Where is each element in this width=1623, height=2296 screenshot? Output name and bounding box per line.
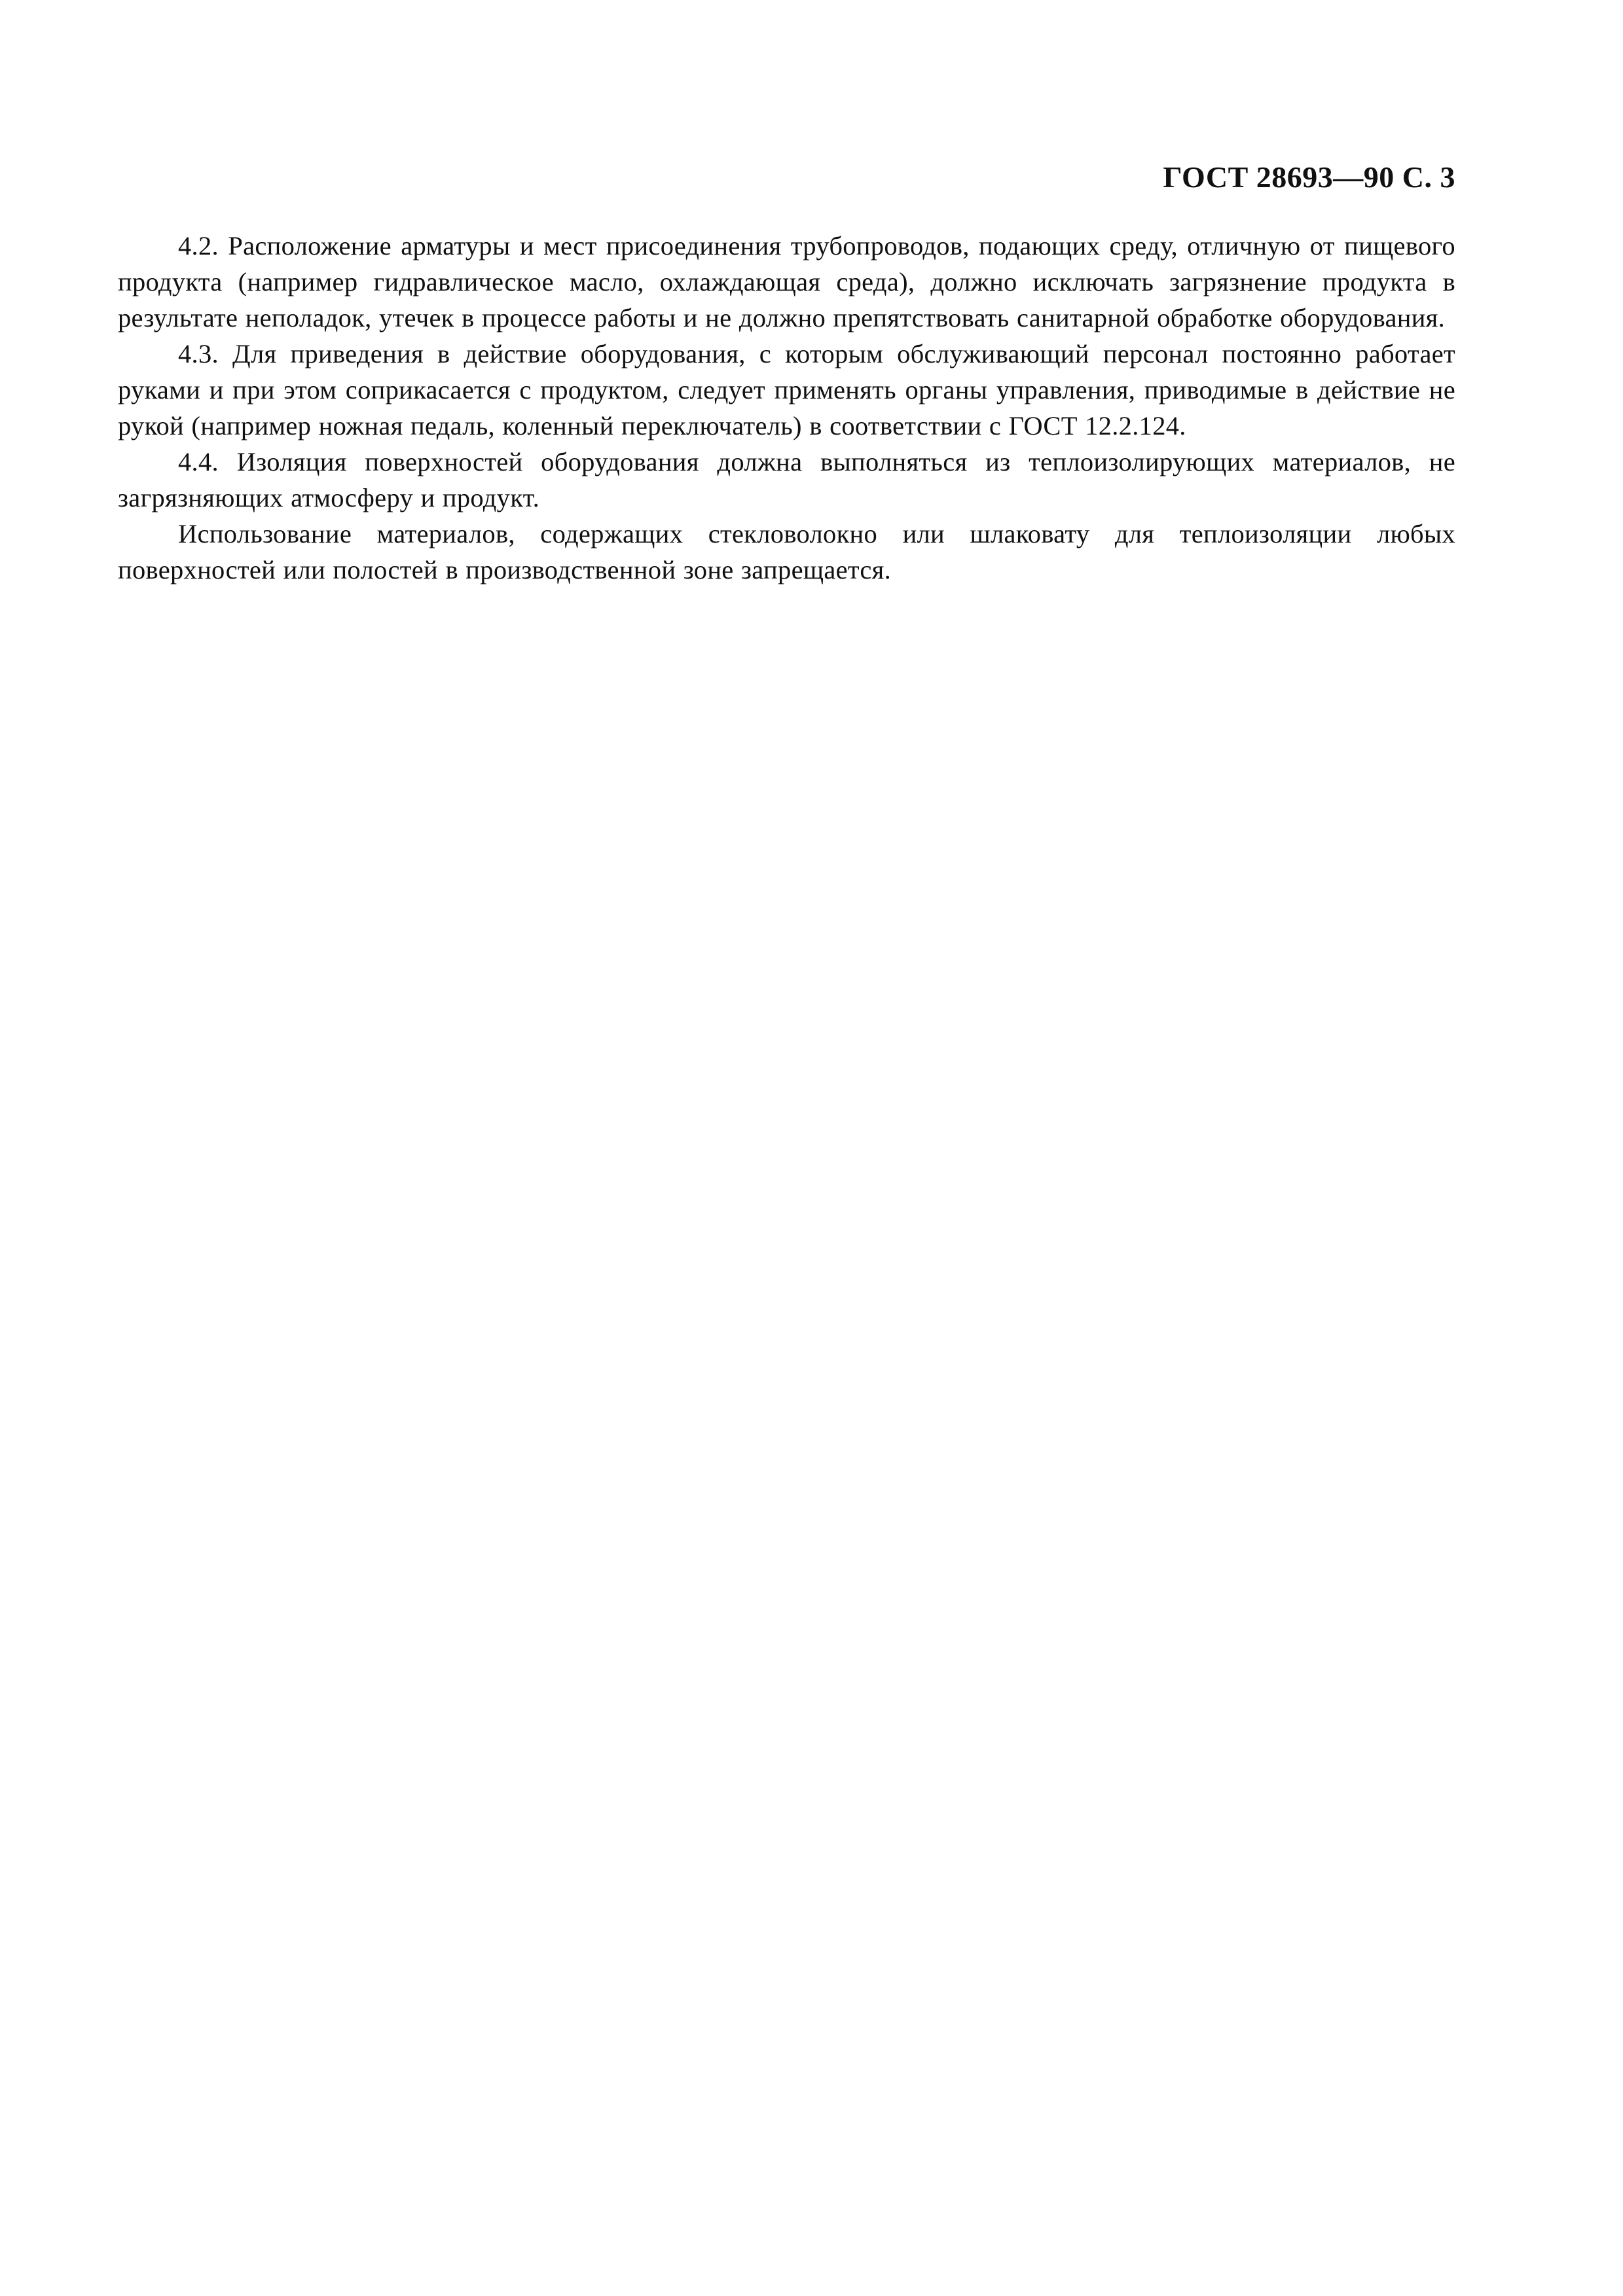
document-body	[118, 228, 1455, 588]
paragraph-4-4-continuation: Использование материалов, содержащих стекловолокно или шлаковату для теплоизоляции любых поверхностей или полостей в производственной зоне запрещается.	[118, 519, 1455, 584]
paragraph-4-2: 4.2. Расположение арматуры и мест присоединения трубопроводов, подающих среду, отличную от пищевого продукта (например гидравлическое масло, охлаждающая среда), должно исключать загрязнение продукта в результате неполадок, утечек в процессе работы и не должно препятствовать санитарной обработке оборудования.	[118, 231, 1455, 332]
page-header: ГОСТ 28693—90 С. 3	[1163, 160, 1455, 194]
paragraph-4-3: 4.3. Для приведения в действие оборудования, с которым обслуживающий персонал постоянно работает руками и при этом соприкасается с продуктом, следует применять органы управления, приводимые в действие не рукой (например ножная педаль, коленный переключатель) в соответствии с ГОСТ 12.2.124.	[118, 339, 1455, 440]
paragraph-4-4: 4.4. Изоляция поверхностей оборудования должна выполняться из теплоизолирующих материалов, не загрязняющих атмосферу и продукт.	[118, 447, 1455, 512]
